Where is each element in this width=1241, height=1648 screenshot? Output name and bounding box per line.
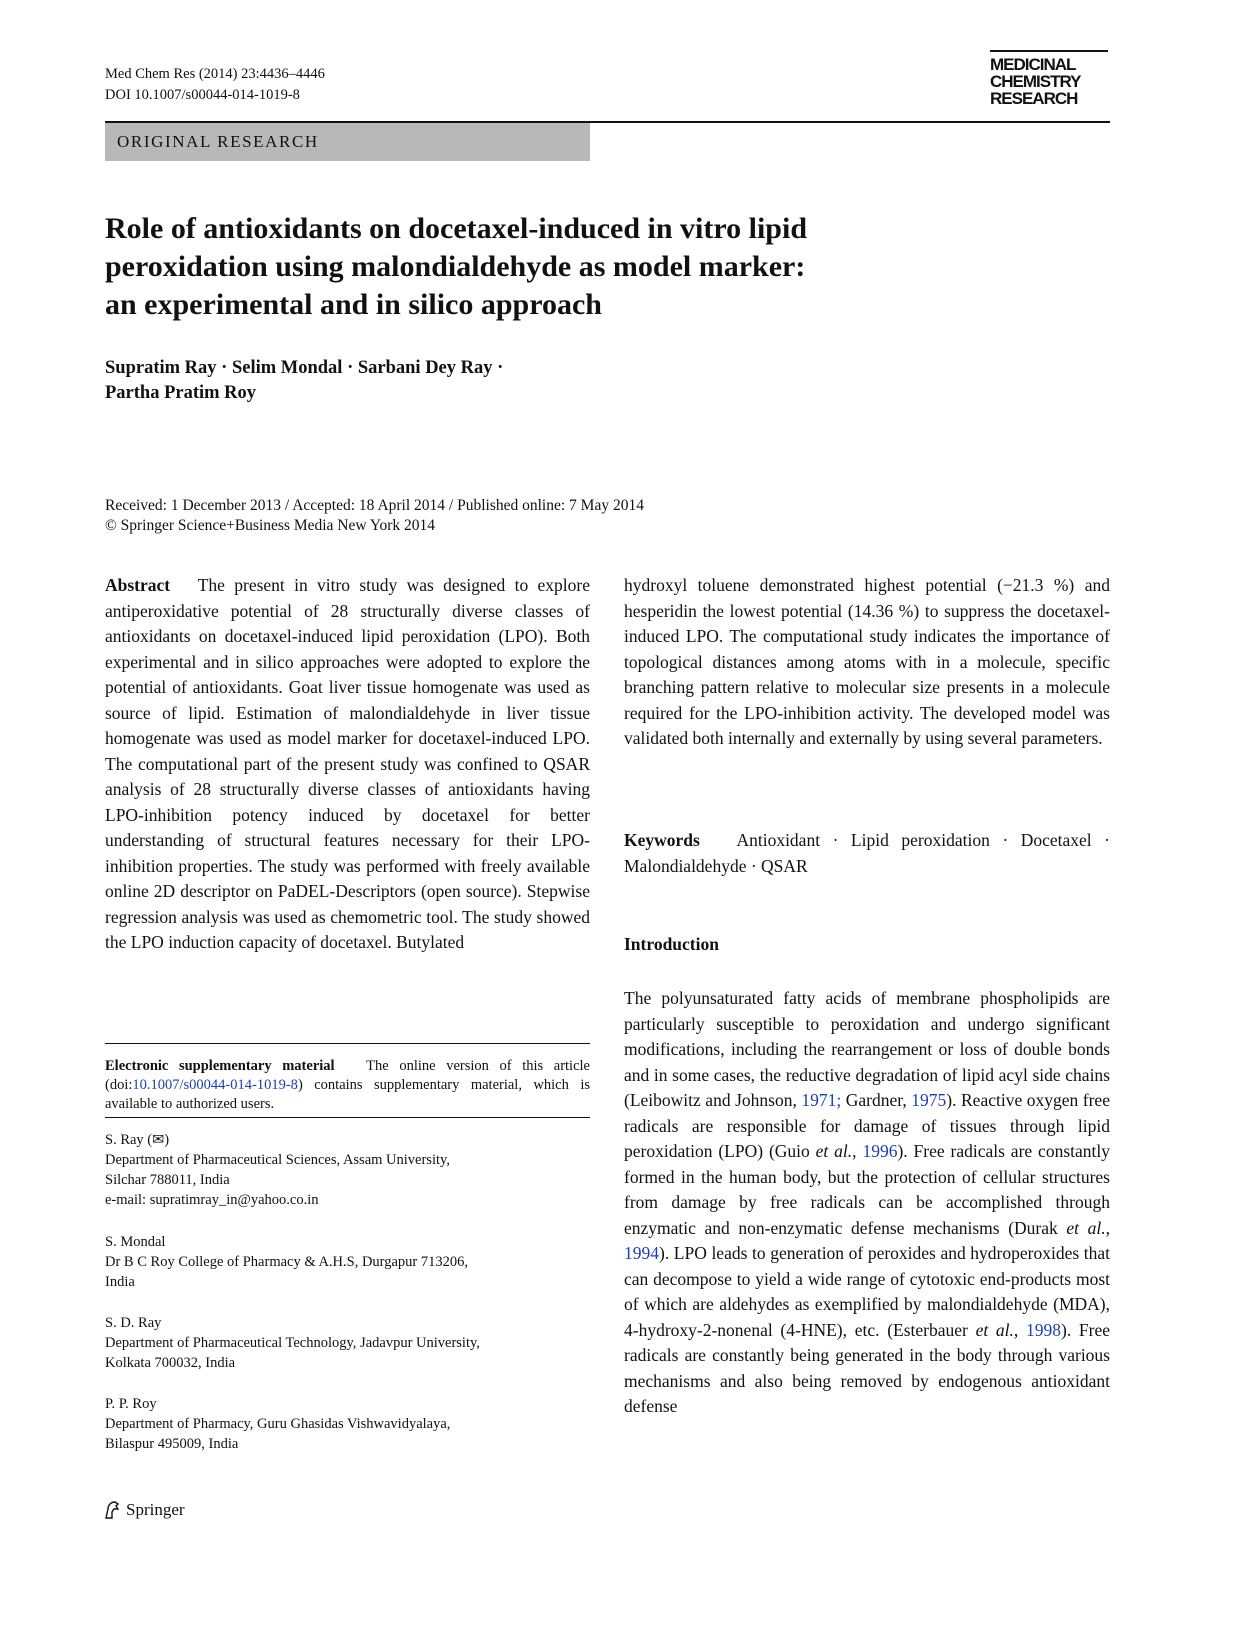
publisher-logo <box>102 1500 185 1520</box>
copyright: © Springer Science+Business Media New York 2014 <box>105 517 436 534</box>
abstract-text: The present in vitro study was designed to explore antiperoxidative potential of 28 structurally diverse classes of antioxidants on docetaxel-induced lipid peroxidation (LPO). Both experimental and in silico approaches were adopted to explore the potential of antioxidants. Goat liver tissue homogenate was used as source of lipid. Estimation of malondialdehyde in liver tissue homogenate was used as model marker for docetaxel-induced LPO. The computational part of the present study was confined to QSAR analysis of 28 structurally diverse classes of antioxidants having LPO-inhibition potency induced by docetaxel for better understanding of structural features necessary for their LPO-inhibition properties. The study was performed with freely available online 2D descriptor on PaDEL-Descriptors (open source). Stepwise regression analysis was used as chemometric tool. The study showed the LPO induction capacity of docetaxel. Butylated <box>105 575 591 952</box>
supplementary-note <box>105 1057 590 1114</box>
doi: DOI 10.1007/s00044-014-1019-8 <box>105 87 300 103</box>
intro-text: The polyunsaturated fatty acids of membrane phospholipids are particularly susceptible to peroxidation and undergo significant modifications, including the rearrangement or loss of double bonds and in some cases, the reductive degradation of lipid acyl side chains (Leibowitz and Johnson, <box>624 988 1110 1110</box>
title-line: peroxidation using malondialdehyde as model marker: <box>105 250 806 283</box>
intro-text: ). Free radicals are constantly formed in the human body, but the protection of cellular structures from damage by free radicals can be accomplished through enzymatic and non-enzymatic defense mechanisms (Durak <box>624 1141 1110 1238</box>
affiliation-line: Kolkata 700032, India <box>105 1355 236 1371</box>
authors-line: Partha Pratim Roy <box>105 383 257 403</box>
affiliation <box>105 1232 590 1292</box>
intro-text: ). Free radicals are constantly being generated in the body through various mechanisms and also being removed by endogenous antioxidant defense <box>624 1319 1111 1416</box>
citation-link[interactable]: 1996 <box>862 1141 898 1161</box>
affiliation <box>105 1130 590 1210</box>
keywords-text: Antioxidant · Lipid peroxidation · Docetaxel · Malondialdehyde · QSAR <box>624 830 1110 876</box>
affiliation-line: Department of Pharmacy, Guru Ghasidas Vishwavidyalaya, <box>105 1416 451 1432</box>
affiliation-name: S. Ray (✉) <box>105 1132 170 1148</box>
et-al: et al. <box>1066 1217 1106 1238</box>
et-al: et al. <box>815 1141 853 1161</box>
keywords-heading: Keywords <box>624 830 700 850</box>
journal-logo <box>990 50 1108 107</box>
intro-text: ). Reactive oxygen free radicals are responsible for damage of tissues through lipid peroxidation (LPO) (Guio <box>624 1090 1110 1161</box>
affiliation-line: Bilaspur 495009, India <box>105 1436 239 1452</box>
affiliation-name: P. P. Roy <box>105 1396 157 1412</box>
abstract-left <box>105 573 590 956</box>
affiliation-line: India <box>105 1274 135 1290</box>
supplementary-doi-link[interactable]: 10.1007/s00044-014-1019-8 <box>132 1077 298 1093</box>
affiliation-email: e-mail: supratimray_in@yahoo.co.in <box>105 1192 319 1208</box>
abstract-right <box>624 573 1110 752</box>
intro-text: , <box>852 1141 863 1161</box>
footnote-rule <box>105 1117 590 1118</box>
affiliation-line: Department of Pharmaceutical Sciences, Assam University, <box>105 1152 450 1168</box>
affiliation-line: Dr B C Roy College of Pharmacy & A.H.S, Durgapur 713206, <box>105 1254 469 1270</box>
affiliation <box>105 1313 590 1373</box>
keywords <box>624 828 1110 879</box>
affiliation-name: S. D. Ray <box>105 1315 162 1331</box>
affiliation-line: Department of Pharmaceutical Technology, Jadavpur University, <box>105 1335 480 1351</box>
affiliation-line: Silchar 788011, India <box>105 1172 230 1188</box>
footnote-rule <box>105 1043 590 1044</box>
citation-link[interactable]: 1998 <box>1026 1319 1061 1340</box>
supplementary-heading: Electronic supplementary material <box>105 1058 335 1074</box>
authors-line: Supratim Ray · Selim Mondal · Sarbani Dey Ray · <box>105 358 504 378</box>
affiliation <box>105 1394 590 1454</box>
supplementary-text: The online version of this article (doi: <box>105 1058 590 1093</box>
publisher-name: Springer <box>126 1500 185 1519</box>
logo-line: CHEMISTRY <box>990 72 1081 91</box>
journal-reference <box>105 64 325 106</box>
springer-horse-icon <box>102 1500 122 1520</box>
title-line: an experimental and in silico approach <box>105 288 602 321</box>
author-list <box>105 356 705 406</box>
received-accepted-published: Received: 1 December 2013 / Accepted: 18 April 2014 / Published online: 7 May 2014 <box>105 497 644 514</box>
publication-dates <box>105 496 1005 536</box>
citation-link[interactable]: 1975 <box>911 1090 947 1110</box>
citation-link[interactable]: 1971; <box>801 1090 842 1110</box>
article-title <box>105 210 1005 324</box>
journal-citation: Med Chem Res (2014) 23:4436–4446 <box>105 66 325 82</box>
title-line: Role of antioxidants on docetaxel-induced in vitro lipid <box>105 212 808 245</box>
intro-text: Gardner, <box>841 1090 912 1110</box>
supplementary-text: ) contains supplementary material, which is available to authorized users. <box>105 1077 590 1112</box>
intro-text: , <box>1013 1319 1026 1340</box>
abstract-text-continued: hydroxyl toluene demonstrated highest potential (−21.3 %) and hesperidin the lowest potential (14.36 %) to suppress the docetaxel-induced LPO. The computational study indicates the importance of topological distances among atoms with in a molecule, specific branching pattern relative to molecular size presents in a molecule required for the LPO-inhibition activity. The developed model was validated both internally and externally by using several parameters. <box>624 575 1110 748</box>
affiliation-name: S. Mondal <box>105 1234 166 1250</box>
intro-text: ). LPO leads to generation of peroxides and hydroperoxides that can decompose to yield a wide range of cytotoxic end-products most of which are aldehydes as exemplified by malondialdehyde (MDA), 4-hydroxy-2-nonenal (4-HNE), etc. (Esterbauer <box>624 1243 1110 1340</box>
abstract-heading: Abstract <box>105 575 171 595</box>
article-category: ORIGINAL RESEARCH <box>105 123 590 161</box>
introduction-paragraph <box>624 986 1110 1420</box>
intro-text: , <box>1105 1217 1111 1238</box>
logo-line: MEDICINAL <box>990 55 1076 74</box>
citation-link[interactable]: 1994 <box>624 1243 659 1263</box>
introduction-heading: Introduction <box>624 934 719 954</box>
et-al: et al. <box>975 1319 1014 1340</box>
logo-line: RESEARCH <box>990 89 1078 108</box>
